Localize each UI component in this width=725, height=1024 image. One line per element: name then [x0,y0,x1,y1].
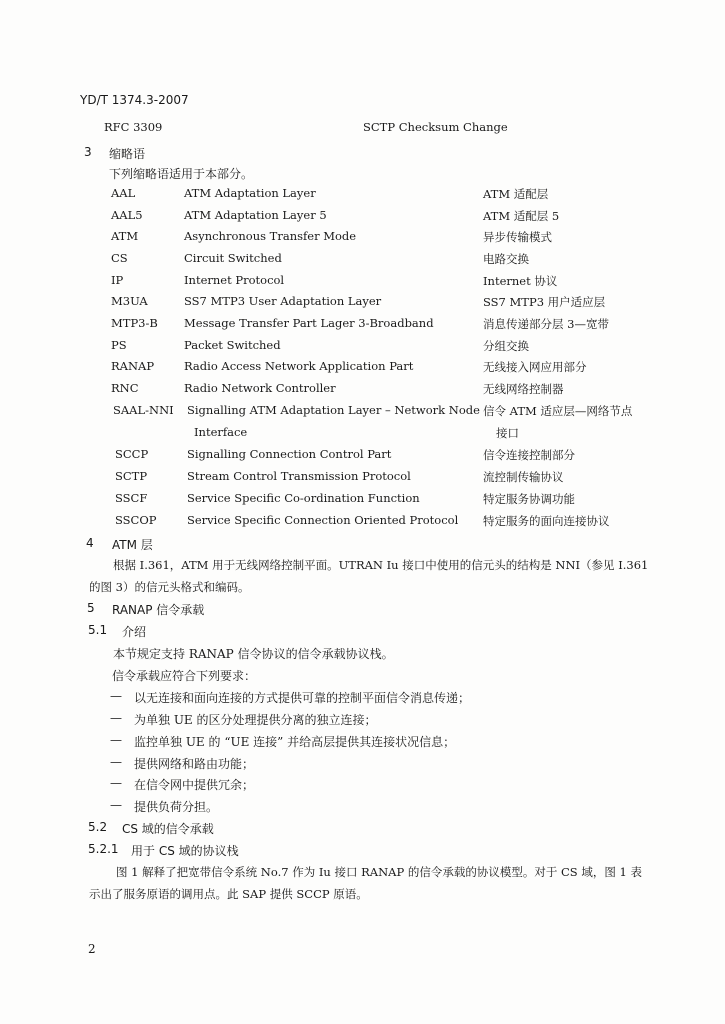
abbr-row [0,447,725,469]
abbr-chinese: 分组交换 [483,339,529,353]
abbr-english: Service Specific Co-ordination Function [187,491,420,505]
abbr-term: SAAL-NNI [113,403,174,417]
abbr-term: AAL5 [111,208,143,222]
abbr-row [0,273,725,295]
rfc-number: RFC 3309 [104,120,163,134]
section-3-number: 3 [84,145,92,159]
section-3-intro: 下列缩略语适用于本部分。 [109,167,254,181]
abbr-row [0,513,725,535]
list-dash: — [110,776,122,790]
abbr-row [0,338,725,360]
abbr-english: Service Specific Connection Oriented Protocol [187,513,459,527]
abbr-row [0,316,725,338]
abbr-english-continued: Interface [194,425,248,439]
list-item-text: 在信令网中提供冗余； [134,778,255,792]
section-5-1-number: 5.1 [88,623,108,637]
section-4-paragraph-line2: 的图 3）的信元头格式和编码。 [89,580,250,594]
list-dash: — [110,733,122,747]
section-3-title: 缩略语 [109,147,146,161]
abbr-chinese: 无线网络控制器 [483,382,564,396]
abbr-english: ATM Adaptation Layer [184,186,316,200]
section-5-1-paragraph-2: 信令承载应符合下列要求： [112,669,257,683]
list-dash: — [110,711,122,725]
abbr-english: ATM Adaptation Layer 5 [184,208,327,222]
abbr-term: SSCF [115,491,148,505]
document-id: YD/T 1374.3-2007 [80,93,189,107]
abbr-chinese-continued: 接口 [496,426,519,440]
abbr-term: RNC [111,381,139,395]
abbr-row [0,491,725,513]
section-5-title: RANAP 信令承载 [112,603,205,617]
abbr-english: Radio Network Controller [184,381,336,395]
abbr-term: SSCOP [115,513,157,527]
list-dash: — [110,798,122,812]
section-4-title: ATM 层 [112,538,153,552]
abbr-row [0,251,725,273]
abbr-english: SS7 MTP3 User Adaptation Layer [184,294,382,308]
list-dash: — [110,755,122,769]
abbr-chinese: 无线接入网应用部分 [483,360,587,374]
abbr-english: Radio Access Network Application Part [184,359,414,373]
abbr-english: Message Transfer Part Lager 3-Broadband [184,316,434,330]
list-item-text: 以无连接和面向连接的方式提供可靠的控制平面信令消息传递； [134,691,471,705]
abbr-chinese: 特定服务的面向连接协议 [483,514,610,528]
abbr-chinese: ATM 适配层 [483,187,549,201]
abbr-term: SCTP [115,469,148,483]
abbr-term: PS [111,338,127,352]
section-5-2-1-paragraph-line1: 图 1 解释了把宽带信令系统 No.7 作为 Iu 接口 RANAP 的信令承载的协议模型。对于 CS 域，图 1 表 [116,865,642,879]
section-5-number: 5 [87,601,95,615]
section-5-2-1-title: 用于 CS 域的协议栈 [131,844,239,858]
section-5-1-paragraph-1: 本节规定支持 RANAP 信令协议的信令承载协议栈。 [113,647,394,661]
section-5-2-title: CS 域的信令承载 [122,822,214,836]
list-item-text: 为单独 UE 的区分处理提供分离的独立连接； [134,713,377,727]
abbr-chinese: 流控制传输协议 [483,470,564,484]
abbr-term: CS [111,251,128,265]
section-4-number: 4 [86,536,94,550]
abbr-term: RANAP [111,359,155,373]
abbr-english: Circuit Switched [184,251,282,265]
abbr-english: Internet Protocol [184,273,285,287]
abbr-english: Packet Switched [184,338,281,352]
abbr-chinese: ATM 适配层 5 [483,209,560,223]
list-item-text: 监控单独 UE 的 “UE 连接” 并给高层提供其连接状况信息； [134,735,456,749]
rfc-title: SCTP Checksum Change [363,120,508,134]
abbr-chinese: SS7 MTP3 用户适应层 [483,295,606,309]
abbr-term: ATM [111,229,139,243]
abbr-term: IP [111,273,124,287]
abbr-term: AAL [111,186,136,200]
section-5-1-title: 介绍 [122,625,147,639]
abbr-english: Asynchronous Transfer Mode [184,229,357,243]
page-number: 2 [88,942,96,956]
list-item-text: 提供负荷分担。 [134,800,219,814]
abbr-row [0,208,725,230]
abbr-chinese: 信令连接控制部分 [483,448,575,462]
abbr-row [0,359,725,381]
abbr-row [0,186,725,208]
abbr-row [0,403,725,447]
abbr-term: SCCP [115,447,149,461]
abbr-english: Signalling Connection Control Part [187,447,392,461]
section-5-2-1-paragraph-line2: 示出了服务原语的调用点。此 SAP 提供 SCCP 原语。 [89,887,368,901]
abbr-chinese: 电路交换 [483,252,529,266]
abbr-english: Signalling ATM Adaptation Layer – Network Node [187,403,480,417]
abbr-chinese: 信令 ATM 适应层—网络节点 [483,404,633,418]
abbr-english: Stream Control Transmission Protocol [187,469,411,483]
abbr-row [0,469,725,491]
abbr-chinese: 消息传递部分层 3—宽带 [483,317,609,331]
abbr-chinese: 特定服务协调功能 [483,492,575,506]
abbr-row [0,381,725,403]
abbr-row [0,229,725,251]
abbr-term: MTP3-B [111,316,158,330]
section-5-2-number: 5.2 [88,820,108,834]
list-item-text: 提供网络和路由功能； [134,757,255,771]
section-4-paragraph-line1: 根据 I.361，ATM 用于无线网络控制平面。UTRAN Iu 接口中使用的信元头的结构是 NNI（参见 I.361 [113,558,649,572]
abbr-row [0,294,725,316]
section-5-2-1-number: 5.2.1 [88,842,119,856]
abbr-term: M3UA [111,294,148,308]
list-dash: — [110,689,122,703]
abbr-chinese: 异步传输模式 [483,230,552,244]
abbr-chinese: Internet 协议 [483,274,558,288]
